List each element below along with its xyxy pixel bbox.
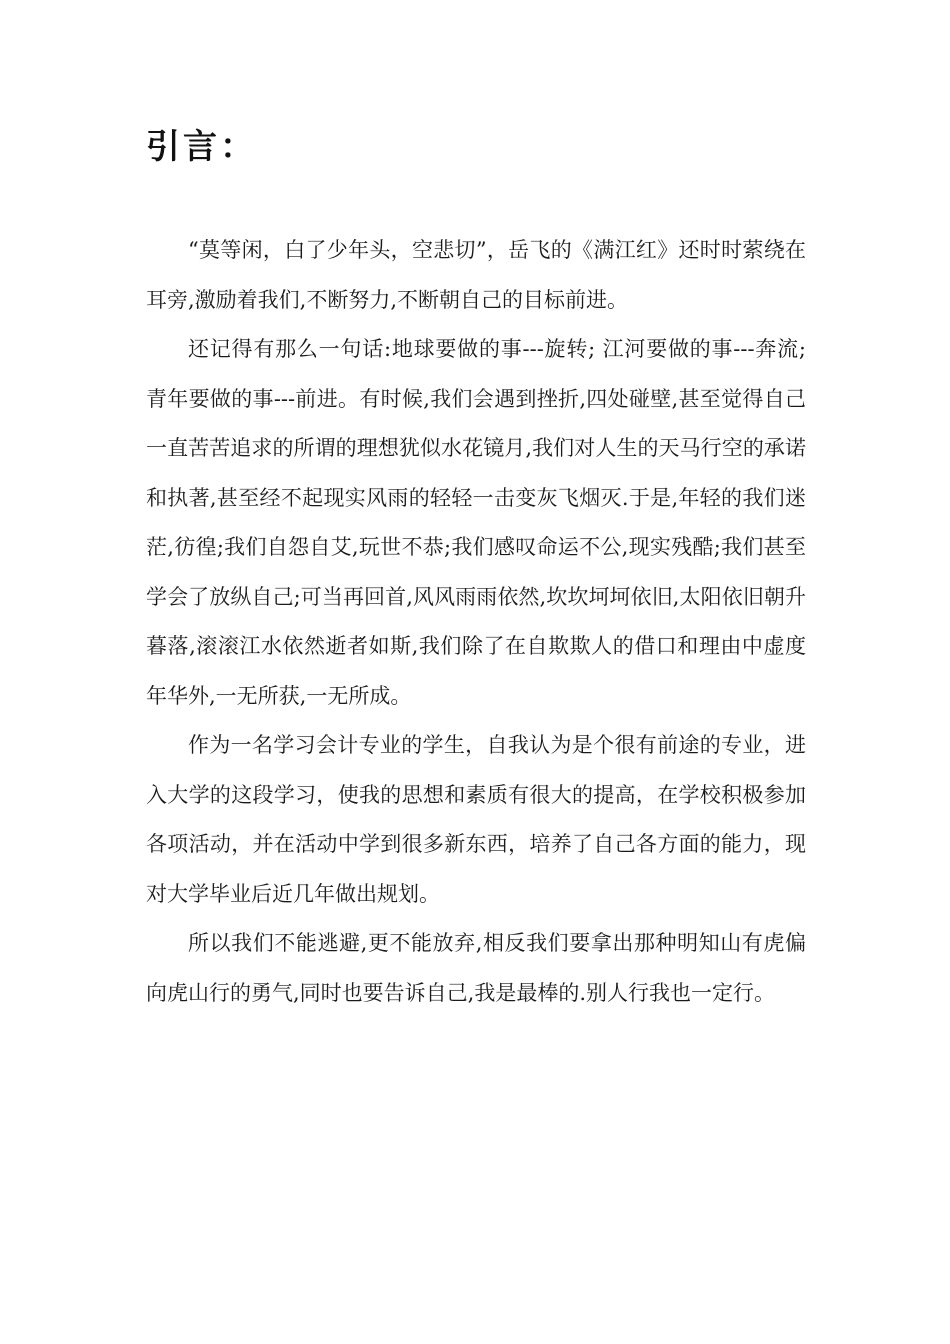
body-text xyxy=(146,226,806,1018)
section-heading: 引言： xyxy=(146,127,257,167)
paragraph-1: “莫等闲，白了少年头，空悲切”，岳飞的《满江红》还时时萦绕在耳旁,激励着我们,不断努力,不断朝自己的目标前进。 xyxy=(146,238,806,312)
paragraph-3: 作为一名学习会计专业的学生，自我认为是个很有前途的专业，进入大学的这段学习，使我的思想和素质有很大的提高，在学校积极参加各项活动，并在活动中学到很多新东西，培养了自己各方面的能力，现对大学毕业后近几年做出规划。 xyxy=(146,733,806,906)
paragraph-4: 所以我们不能逃避,更不能放弃,相反我们要拿出那种明知山有虎偏向虎山行的勇气,同时也要告诉自己,我是最棒的.别人行我也一定行。 xyxy=(146,931,806,1005)
paragraph-2: 还记得有那么一句话:地球要做的事---旋转; 江河要做的事---奔流; 青年要做的事---前进。有时候,我们会遇到挫折,四处碰壁,甚至觉得自己一直苦苦追求的所谓的理想犹似水花镜月,我们对人生的天马行空的承诺和执著,甚至经不起现实风雨的轻轻一击变灰飞烟灭.于是,年轻的我们迷茫,彷徨;我们自怨自艾,玩世不恭;我们感叹命运不公,现实残酷;我们甚至学会了放纵自己;可当再回首,风风雨雨依然,坎坎坷坷依旧,太阳依旧朝升暮落,滚滚江水依然逝者如斯,我们除了在自欺欺人的借口和理由中虚度年华外,一无所获,一无所成。 xyxy=(146,337,806,708)
